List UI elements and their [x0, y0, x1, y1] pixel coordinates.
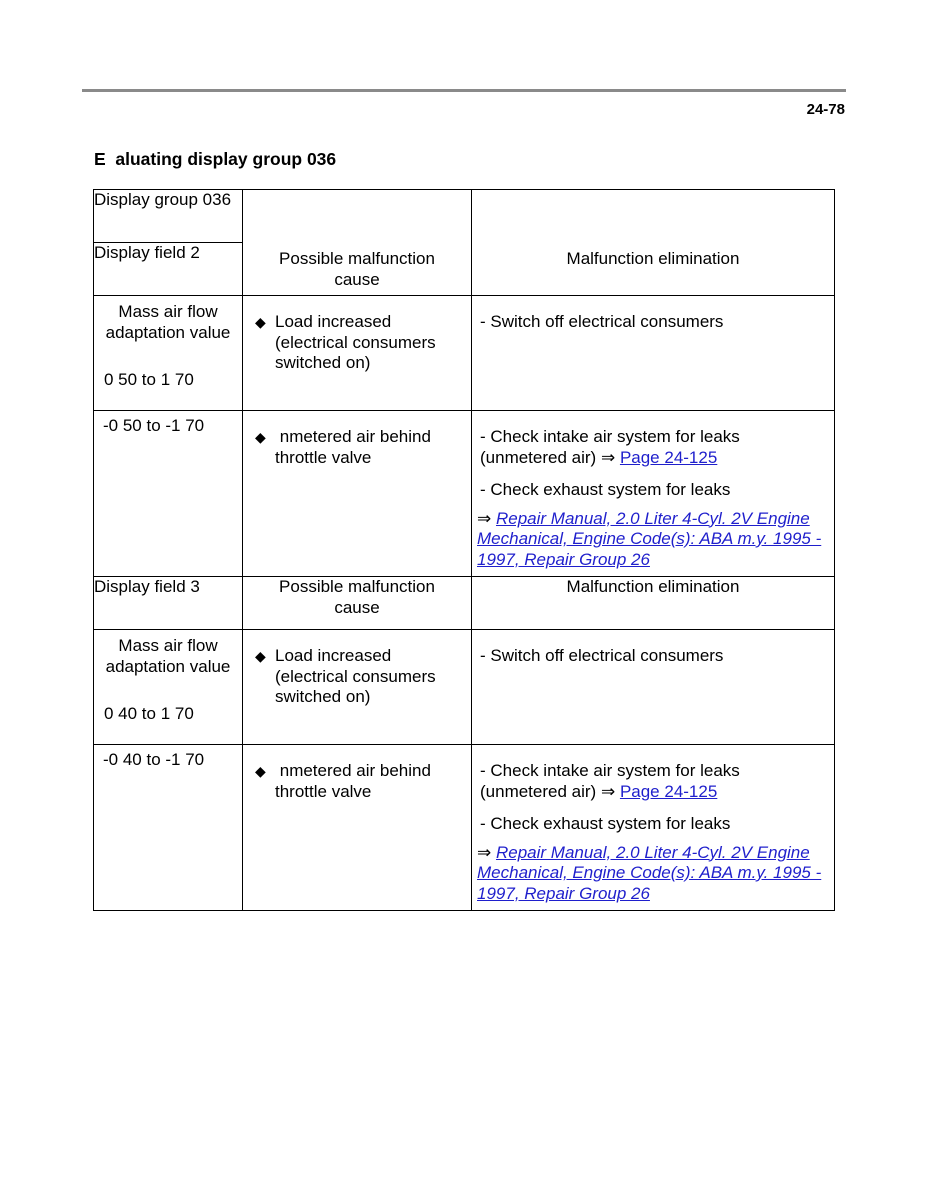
elimination-step: [480, 427, 828, 468]
elimination-header: Malfunction elimination: [566, 249, 740, 268]
param-cell: [94, 296, 243, 411]
cause-text: Load increased (electrical consumers switched on): [275, 646, 436, 706]
display-field-cell: [94, 243, 243, 296]
diagnostic-table: [93, 189, 835, 911]
table-row: [94, 745, 835, 911]
table-row: [94, 411, 835, 577]
cause-header-cell: [243, 577, 472, 630]
cause-cell: [243, 411, 472, 577]
diamond-bullet-icon: ◆: [255, 429, 266, 445]
repair-manual-link[interactable]: Repair Manual, 2.0 Liter 4-Cyl. 2V Engine Mechanical, Engine Code(s): ABA m.y. 1995 - 1997, Repair Group 26: [477, 508, 822, 569]
elimination-step: [477, 509, 828, 571]
param-label: Mass air flow adaptation value: [105, 636, 231, 676]
elimination-header-cell: [472, 190, 835, 296]
diamond-bullet-icon: ◆: [255, 314, 266, 330]
display-field-label: Display field 2: [94, 243, 200, 262]
elimination-text: - Switch off electrical consumers: [480, 312, 724, 331]
elimination-text: - Check exhaust system for leaks: [480, 814, 731, 833]
elimination-step: [477, 843, 828, 905]
range-value: 0 40 to 1 70: [104, 704, 194, 723]
cause-text: nmetered air behind throttle valve: [275, 427, 436, 467]
cause-header-cell: [243, 190, 472, 296]
range-value: 0 50 to 1 70: [104, 370, 194, 389]
display-group-cell: [94, 190, 243, 243]
page-title: E aluating display group 036: [94, 149, 337, 169]
display-field-cell: [94, 577, 243, 630]
elimination-text: - Check intake air system for leaks (unmetered air): [480, 427, 740, 467]
cause-cell: [243, 745, 472, 911]
param-label: Mass air flow adaptation value: [105, 302, 231, 342]
table-row: [94, 630, 835, 745]
repair-manual-link[interactable]: Repair Manual, 2.0 Liter 4-Cyl. 2V Engine Mechanical, Engine Code(s): ABA m.y. 1995 - 1997, Repair Group 26: [477, 842, 822, 903]
double-arrow-right-icon: ⇒: [600, 447, 616, 467]
elimination-cell: [472, 745, 835, 911]
header-rule: [82, 89, 846, 92]
diamond-bullet-icon: ◆: [255, 648, 266, 664]
elimination-step: [480, 761, 828, 802]
range-value: -0 50 to -1 70: [103, 416, 205, 435]
double-arrow-right-icon: ⇒: [477, 842, 492, 862]
table-row: [94, 296, 835, 411]
page-link[interactable]: Page 24-125: [619, 447, 718, 467]
elimination-cell: [472, 411, 835, 577]
cause-cell: [243, 630, 472, 745]
display-group-label: Display group 036: [94, 190, 232, 209]
param-cell: [94, 630, 243, 745]
elimination-header: Malfunction elimination: [566, 577, 740, 596]
cause-header: Possible malfunction cause: [279, 577, 435, 617]
elimination-cell: [472, 296, 835, 411]
elimination-cell: [472, 630, 835, 745]
page-link[interactable]: Page 24-125: [619, 781, 718, 801]
param-cell: [94, 745, 243, 911]
page-number: 24-78: [806, 101, 845, 118]
cause-text: nmetered air behind throttle valve: [275, 761, 436, 801]
elimination-text: - Check exhaust system for leaks: [480, 480, 731, 499]
range-value: -0 40 to -1 70: [103, 750, 205, 769]
table-header-row: [94, 577, 835, 630]
table-header-row: [94, 190, 835, 243]
elimination-text: - Check intake air system for leaks (unmetered air): [480, 761, 740, 801]
cause-cell: [243, 296, 472, 411]
double-arrow-right-icon: ⇒: [600, 781, 616, 801]
elimination-header-cell: [472, 577, 835, 630]
param-cell: [94, 411, 243, 577]
cause-header: Possible malfunction cause: [279, 249, 435, 289]
display-field-label: Display field 3: [94, 577, 200, 596]
double-arrow-right-icon: ⇒: [477, 508, 492, 528]
diamond-bullet-icon: ◆: [255, 763, 266, 779]
cause-text: Load increased (electrical consumers switched on): [275, 312, 436, 372]
elimination-text: - Switch off electrical consumers: [480, 646, 724, 665]
